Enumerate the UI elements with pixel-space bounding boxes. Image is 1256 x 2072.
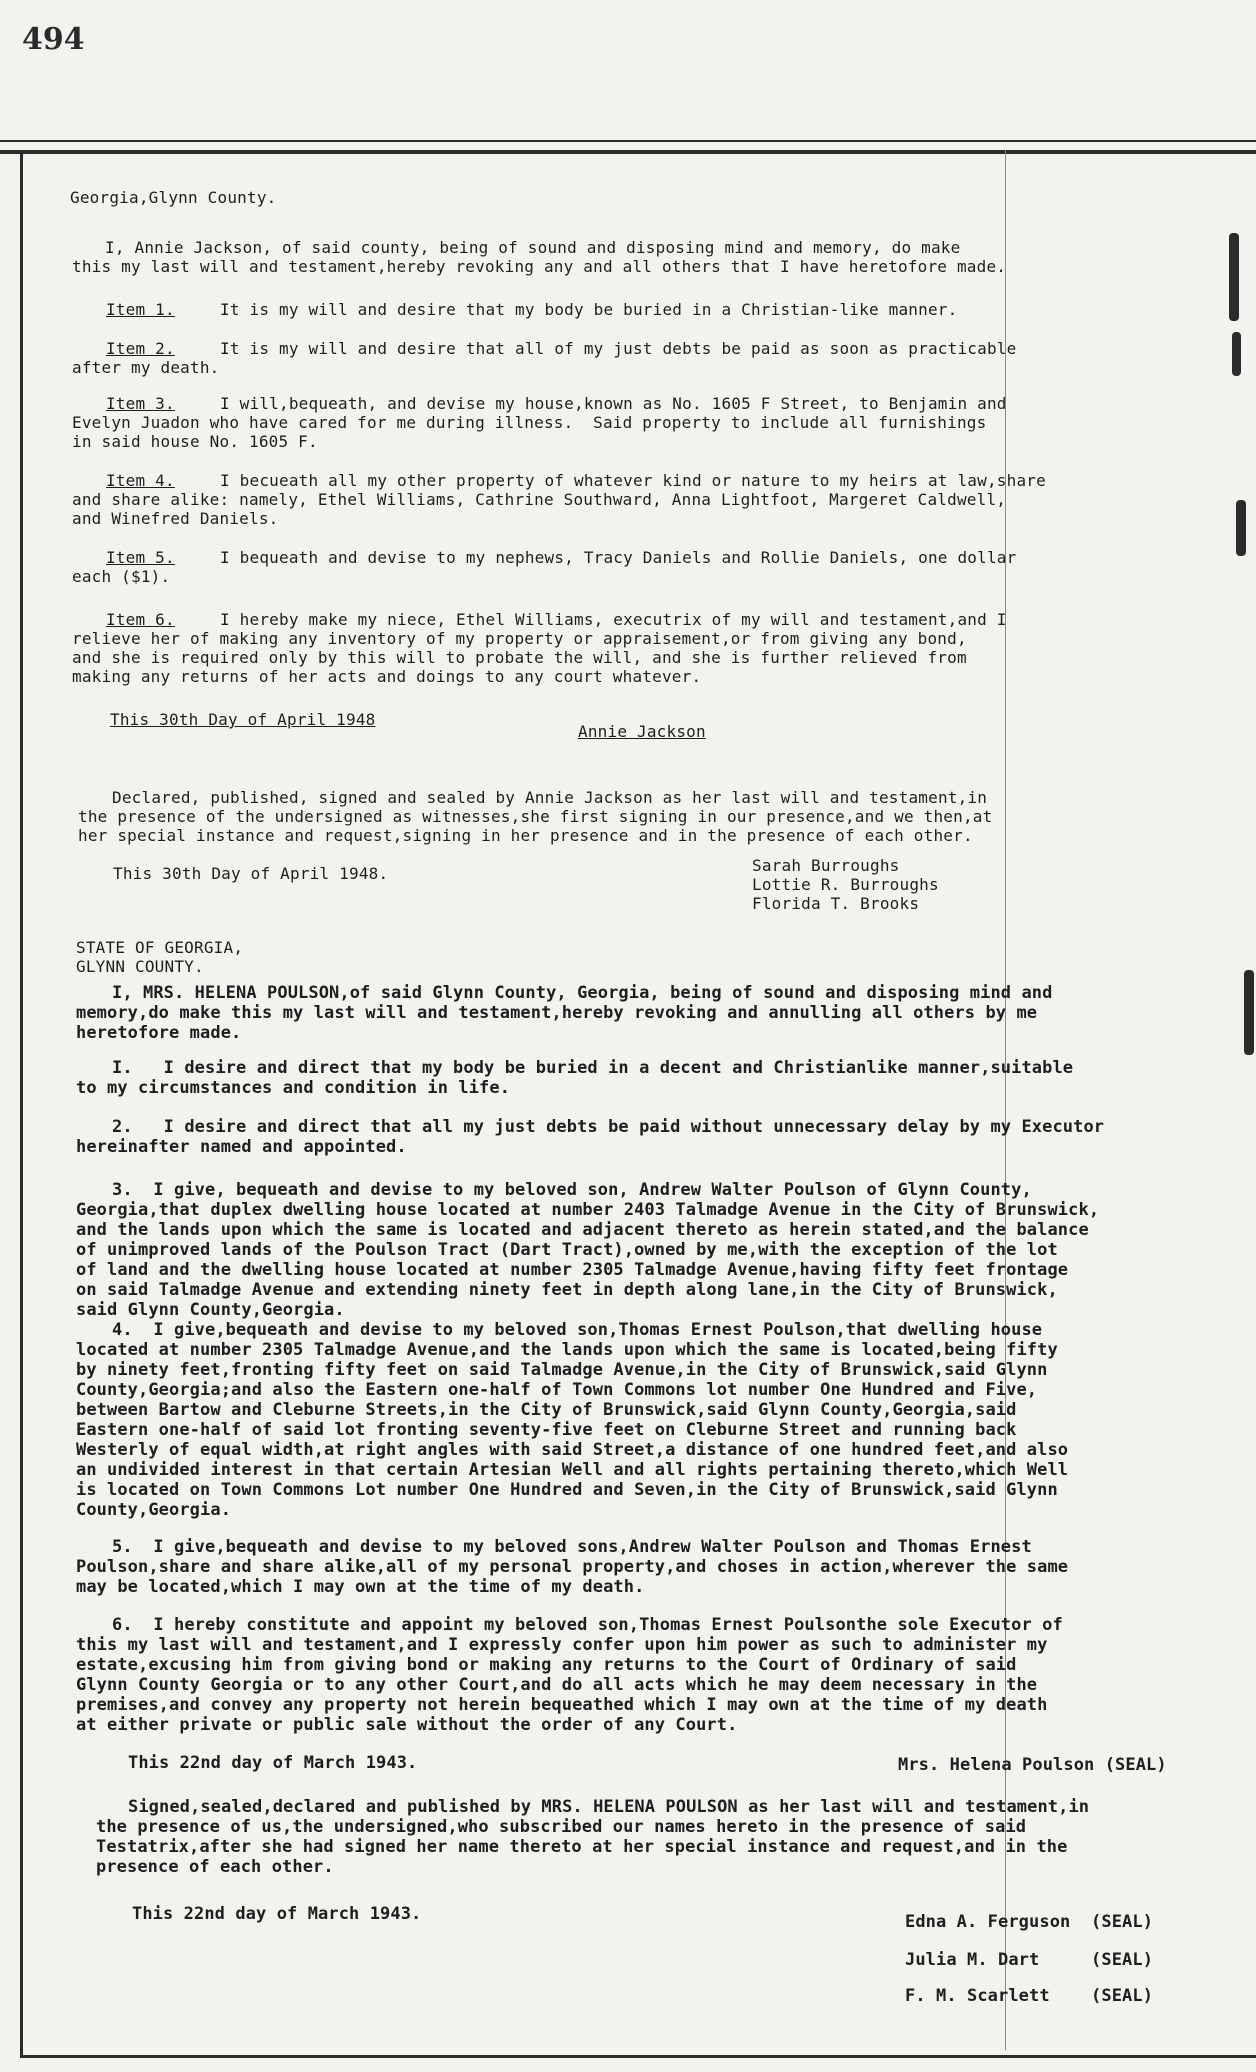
- will2-para6: 6. I hereby constitute and appoint my beloved son,Thomas Ernest Poulsonthe sole Executor of: [112, 1615, 1063, 1635]
- will1-heading: Georgia,Glynn County.: [70, 188, 277, 207]
- will1-item4-text: and Winefred Daniels.: [72, 509, 279, 528]
- will1-item4-label: Item 4.: [106, 471, 175, 490]
- will1-item3-label: Item 3.: [106, 394, 175, 413]
- will1-item6-text: relieve her of making any inventory of my property or appraisement,or from giving any bond,: [72, 629, 967, 648]
- will2-attestation-line: presence of each other.: [96, 1857, 334, 1877]
- will1-item3-text: in said house No. 1605 F.: [72, 432, 318, 451]
- will2-para6: at either private or public sale without the order of any Court.: [76, 1715, 738, 1735]
- will2-state: STATE OF GEORGIA,: [76, 938, 244, 957]
- bottom-frame-line: [20, 2055, 1256, 2058]
- will1-item6-text: making any returns of her acts and doings to any court whatever.: [72, 667, 702, 686]
- will2-para4: is located on Town Commons Lot number One Hundred and Seven,in the City of Brunswick,said Glynn: [76, 1480, 1058, 1500]
- will2-para2: hereinafter named and appointed.: [76, 1137, 407, 1157]
- binding-mark: [1229, 233, 1239, 321]
- top-rule-inner: [0, 150, 1256, 154]
- will1-item2-text: after my death.: [72, 358, 220, 377]
- will1-witness: Florida T. Brooks: [752, 894, 920, 913]
- will1-item1-text: It is my will and desire that my body be buried in a Christian-like manner.: [220, 300, 958, 319]
- will1-attestation-line: her special instance and request,signing in her presence and in the presence of each other.: [78, 826, 973, 845]
- will2-para4: located at number 2305 Talmadge Avenue,and the lands upon which the same is located,being fifty: [76, 1340, 1058, 1360]
- will2-attestation-line: Signed,sealed,declared and published by MRS. HELENA POULSON as her last will and testament,in: [128, 1797, 1090, 1817]
- will2-para5: Poulson,share and share alike,all of my personal property,and choses in action,wherever the same: [76, 1557, 1069, 1577]
- will2-para4: an undivided interest in that certain Artesian Well and all rights pertaining thereto,which Well: [76, 1460, 1069, 1480]
- will2-witness: F. M. Scarlett (SEAL): [905, 1986, 1154, 2006]
- will2-para3: Georgia,that duplex dwelling house located at number 2403 Talmadge Avenue in the City of Brunswick,: [76, 1200, 1100, 1220]
- will2-para4: County,Georgia.: [76, 1500, 232, 1520]
- will1-item5-text: each ($1).: [72, 567, 171, 586]
- will2-para6: premises,and convey any property not herein bequeathed which I may own at the time of my death: [76, 1695, 1048, 1715]
- will2-para4: Eastern one-half of said lot fronting seventy-five feet on Cleburne Street and running back: [76, 1420, 1017, 1440]
- will2-para3: of land and the dwelling house located at number 2305 Talmadge Avenue,having fifty feet frontage: [76, 1260, 1069, 1280]
- will2-para6: estate,excusing him from giving bond or making any returns to the Court of Ordinary of said: [76, 1655, 1017, 1675]
- will2-para1: to my circumstances and condition in life.: [76, 1078, 511, 1098]
- will2-para4: County,Georgia;and also the Eastern one-half of Town Commons lot number One Hundred and Five,: [76, 1380, 1038, 1400]
- will2-para4: between Bartow and Cleburne Streets,in the City of Brunswick,said Glynn County,Georgia,said: [76, 1400, 1017, 1420]
- will1-witness: Lottie R. Burroughs: [752, 875, 939, 894]
- will1-attestation-line: the presence of the undersigned as witnesses,she first signing in our presence,and we then,at: [78, 807, 993, 826]
- will1-item5-text: I bequeath and devise to my nephews, Tracy Daniels and Rollie Daniels, one dollar: [220, 548, 1017, 567]
- will1-item5-label: Item 5.: [106, 548, 175, 567]
- will2-attestation-line: the presence of us,the undersigned,who subscribed our names hereto in the presence of said: [96, 1817, 1027, 1837]
- page-number: 494: [22, 22, 85, 57]
- will2-intro-line: memory,do make this my last will and testament,hereby revoking and annulling all others by me: [76, 1003, 1038, 1023]
- will2-witness: Edna A. Ferguson (SEAL): [905, 1912, 1154, 1932]
- will2-para4: 4. I give,bequeath and devise to my beloved son,Thomas Ernest Poulson,that dwelling house: [112, 1320, 1043, 1340]
- will2-para3: 3. I give, bequeath and devise to my beloved son, Andrew Walter Poulson of Glynn County,: [112, 1180, 1032, 1200]
- will2-para4: Westerly of equal width,at right angles with said Street,a distance of one hundred feet,and also: [76, 1440, 1069, 1460]
- will1-attestation-line: Declared, published, signed and sealed by Annie Jackson as her last will and testament,in: [112, 788, 988, 807]
- will2-para3: of unimproved lands of the Poulson Tract (Dart Tract),owned by me,with the exception of the lot: [76, 1240, 1058, 1260]
- will2-attestation-line: Testatrix,after she had signed her name thereto at her special instance and request,and in the: [96, 1837, 1068, 1857]
- binding-mark: [1236, 500, 1246, 556]
- binding-mark: [1232, 332, 1241, 376]
- will1-attestation-date: This 30th Day of April 1948.: [113, 864, 389, 883]
- will1-item4-text: and share alike: namely, Ethel Williams, Cathrine Southward, Anna Lightfoot, Margeret Caldwell,: [72, 490, 1007, 509]
- will1-witness: Sarah Burroughs: [752, 856, 900, 875]
- will2-para6: this my last will and testament,and I expressly confer upon him power as such to administer my: [76, 1635, 1048, 1655]
- will2-date: This 22nd day of March 1943.: [128, 1753, 418, 1773]
- will1-item2-text: It is my will and desire that all of my just debts be paid as soon as practicable: [220, 339, 1017, 358]
- will1-item6-text: and she is required only by this will to probate the will, and she is further relieved from: [72, 648, 967, 667]
- will1-date: This 30th Day of April 1948: [110, 710, 376, 729]
- will1-intro-line: I, Annie Jackson, of said county, being of sound and disposing mind and memory, do make: [105, 238, 961, 257]
- will1-intro-line: this my last will and testament,hereby revoking any and all others that I have heretofore made.: [72, 257, 1007, 276]
- will1-item3-text: Evelyn Juadon who have cared for me during illness. Said property to include all furnishings: [72, 413, 987, 432]
- binding-mark: [1244, 970, 1254, 1055]
- will1-item4-text: I becueath all my other property of whatever kind or nature to my heirs at law,share: [220, 471, 1046, 490]
- will2-para4: by ninety feet,fronting fifty feet on said Talmadge Avenue,in the City of Brunswick,said Glynn: [76, 1360, 1048, 1380]
- will2-intro-line: I, MRS. HELENA POULSON,of said Glynn County, Georgia, being of sound and disposing mind and: [112, 983, 1053, 1003]
- will2-county: GLYNN COUNTY.: [76, 957, 204, 976]
- will2-para5: may be located,which I may own at the time of my death.: [76, 1577, 645, 1597]
- will2-para2: 2. I desire and direct that all my just debts be paid without unnecessary delay by my Executor: [112, 1117, 1105, 1137]
- top-rule: [0, 140, 1256, 142]
- will2-para5: 5. I give,bequeath and devise to my beloved sons,Andrew Walter Poulson and Thomas Ernest: [112, 1537, 1032, 1557]
- will1-item2-label: Item 2.: [106, 339, 175, 358]
- will1-item6-text: I hereby make my niece, Ethel Williams, executrix of my will and testament,and I: [220, 610, 1007, 629]
- will1-item3-text: I will,bequeath, and devise my house,known as No. 1605 F Street, to Benjamin and: [220, 394, 1007, 413]
- will1-item1-label: Item 1.: [106, 300, 175, 319]
- will2-intro-line: heretofore made.: [76, 1023, 242, 1043]
- will2-para3: on said Talmadge Avenue and extending ninety feet in depth along lane,in the City of Brunswick,: [76, 1280, 1058, 1300]
- will2-attestation-date: This 22nd day of March 1943.: [132, 1904, 422, 1924]
- will2-para1: I. I desire and direct that my body be buried in a decent and Christianlike manner,suitable: [112, 1058, 1074, 1078]
- will2-signature: Mrs. Helena Poulson (SEAL): [898, 1755, 1167, 1775]
- will2-para3: and the lands upon which the same is located and adjacent thereto as herein stated,and the balance: [76, 1220, 1089, 1240]
- will1-item6-label: Item 6.: [106, 610, 175, 629]
- left-frame-line: [20, 150, 23, 2058]
- will1-signature: Annie Jackson: [578, 722, 706, 741]
- will2-para6: Glynn County Georgia or to any other Court,and do all acts which he may deem necessary in the: [76, 1675, 1038, 1695]
- will2-para3: said Glynn County,Georgia.: [76, 1300, 345, 1320]
- will2-witness: Julia M. Dart (SEAL): [905, 1950, 1154, 1970]
